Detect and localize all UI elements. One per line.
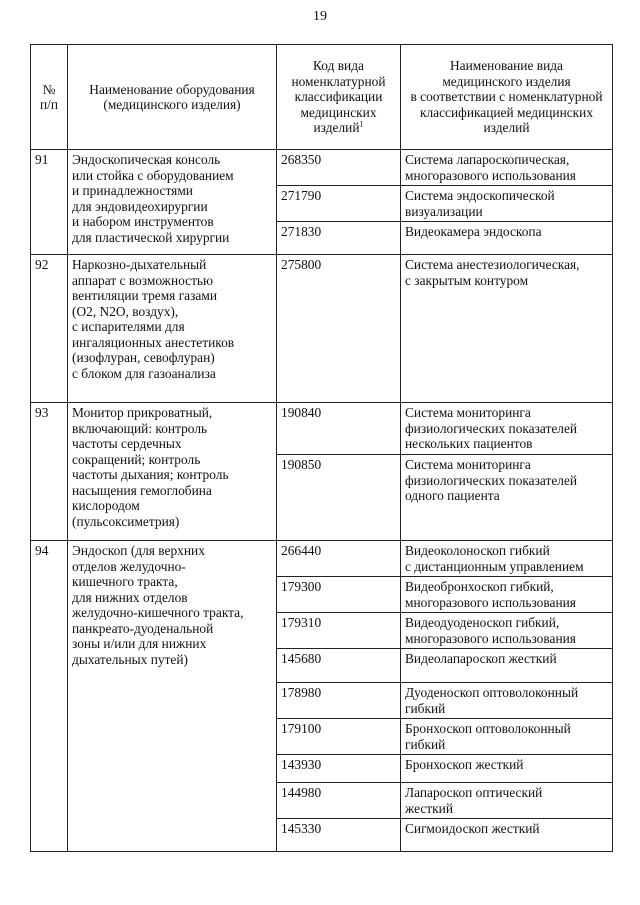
header-equipment: Наименование оборудования (медицинского изделия) [68,45,277,150]
classification-name: Система мониторинга физиологических показателей нескольких пациентов [401,403,613,455]
equipment-table [30,44,613,852]
nomenclature-code: 144980 [277,783,401,819]
classification-name: Система анестезиологическая, с закрытым контуром [401,255,613,403]
nomenclature-code: 266440 [277,541,401,577]
equipment-name: Эндоскопическая консоль или стойка с оборудованием и принадлежностями для эндовидеохирургии и набором инструментов для пластической хирургии [68,150,277,255]
classification-name: Бронхоскоп жесткий [401,755,613,783]
classification-name: Видеодуоденоскоп гибкий, многоразового использования [401,613,613,649]
row-number: 91 [31,150,68,255]
row-number: 92 [31,255,68,403]
classification-name: Видеокамера эндоскопа [401,222,613,255]
table-row [31,403,613,455]
nomenclature-code: 190840 [277,403,401,455]
table-body [31,150,613,852]
nomenclature-code: 275800 [277,255,401,403]
classification-name: Видеолапароскоп жесткий [401,649,613,683]
classification-name: Система эндоскопической визуализации [401,186,613,222]
nomenclature-code: 143930 [277,755,401,783]
header-num: № п/п [31,45,68,150]
table-header-row [31,45,613,150]
row-number: 93 [31,403,68,541]
header-class-name: Наименование вида медицинского изделия в соответствии с номенклатурной классификацией медицинских изделий [401,45,613,150]
classification-name: Система лапароскопическая, многоразового использования [401,150,613,186]
header-code [277,45,401,150]
table-row [31,541,613,577]
page-number: 19 [313,9,327,24]
equipment-name: Эндоскоп (для верхних отделов желудочно- кишечного тракта, для нижних отделов желудочно-кишечного тракта, панкреато-дуоденальной зоны и/или для нижних дыхательных путей) [68,541,277,852]
classification-name: Видеобронхоскоп гибкий, многоразового использования [401,577,613,613]
classification-name: Видеоколоноскоп гибкий с дистанционным управлением [401,541,613,577]
nomenclature-code: 179100 [277,719,401,755]
classification-name: Система мониторинга физиологических показателей одного пациента [401,455,613,541]
nomenclature-code: 179300 [277,577,401,613]
equipment-name: Наркозно-дыхательный аппарат с возможностью вентиляции тремя газами (O2, N2O, воздух), с испарителями для ингаляционных анестетиков (изофлуран, севофлуран) с блоком для газоанализа [68,255,277,403]
nomenclature-code: 190850 [277,455,401,541]
table-row [31,255,613,403]
equipment-name: Монитор прикроватный, включающий: контроль частоты сердечных сокращений; контроль частоты дыхания; контроль насыщения гемоглобина кислородом (пульсоксиметрия) [68,403,277,541]
nomenclature-code: 179310 [277,613,401,649]
nomenclature-code: 271790 [277,186,401,222]
nomenclature-code: 178980 [277,683,401,719]
nomenclature-code: 268350 [277,150,401,186]
table-row [31,150,613,186]
nomenclature-code: 271830 [277,222,401,255]
classification-name: Дуоденоскоп оптоволоконный гибкий [401,683,613,719]
classification-name: Сигмоидоскоп жесткий [401,819,613,852]
nomenclature-code: 145330 [277,819,401,852]
nomenclature-code: 145680 [277,649,401,683]
classification-name: Лапароскоп оптический жесткий [401,783,613,819]
classification-name: Бронхоскоп оптоволоконный гибкий [401,719,613,755]
header-code-footnote: 1 [359,119,364,129]
header-code-text: Код вида номенклатурной классификации медицинских изделий [291,58,386,136]
row-number: 94 [31,541,68,852]
